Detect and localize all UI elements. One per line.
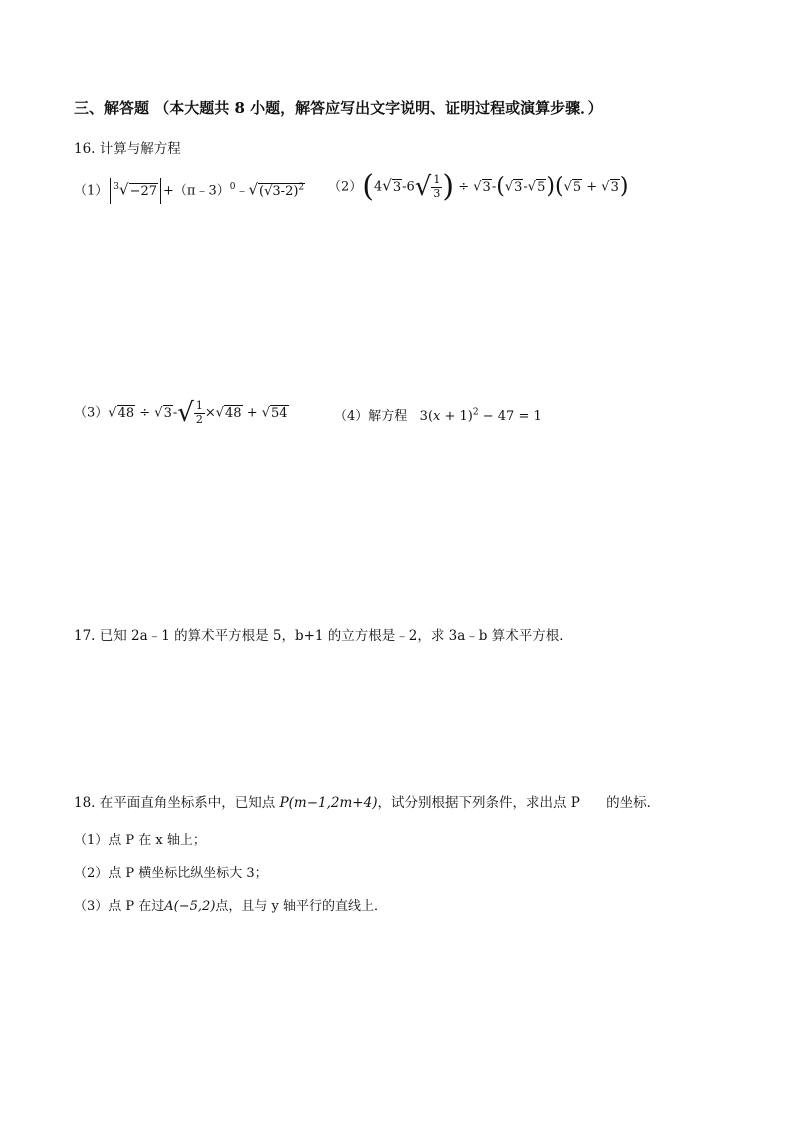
q18-c3-b: 点，且与 y 轴平行的直线上． (215, 899, 388, 914)
q18-point: P(m−1,2m+4) (279, 795, 378, 811)
question-18-stem (74, 791, 660, 811)
q16-part2: （2）(4√3-6√ $\frac{1}{3}$ ) ÷ √3-(√3-√5)(√5 + √3) (328, 169, 629, 204)
question-16-title: 16. 计算与解方程 (74, 141, 181, 157)
q18-stem-a: 18. 在平面直角坐标系中，已知点 (74, 795, 276, 811)
q18-condition-2: （2）点 P 横坐标比纵坐标大 3； (74, 866, 268, 881)
q16-part1-label: （1） (74, 183, 109, 199)
q18-c3-point: A(−5,2) (164, 899, 216, 914)
q18-condition-1: （1）点 P 在 x 轴上； (74, 833, 206, 848)
q18-condition-3 (74, 895, 387, 914)
abs-bar-right (160, 178, 161, 204)
q16-part1: （1） $^3√-27 +(\pi﹣3)^0﹣√(√3-2)^2$ (74, 178, 305, 204)
q16-part2-label: （2） (328, 179, 363, 195)
q18-stem-c: 的坐标． (606, 795, 661, 811)
q16-part3-label: （3） (74, 405, 109, 421)
question-17: 17. 已知 2a﹣1 的算术平方根是 5，b+1 的立方根是﹣2，求 3a﹣b 算术平方根． (74, 628, 573, 644)
q16-part3: （3）√48 ÷ √3-√ $\frac{1}{2}$ ×√48 + √54 (74, 398, 288, 428)
q18-stem-b: ，试分别根据下列条件，求出点 P (377, 795, 580, 811)
q16-part4-label: （4）解方程 (334, 409, 408, 424)
q16-part4: （4）解方程 $3(x + 1)^2 - 47 = 1$ (334, 407, 542, 424)
section-header: 三、解答题 （本大题共 8 小题，解答应写出文字说明、证明过程或演算步骤．） (74, 99, 603, 117)
abs-bar-left (110, 178, 111, 204)
q18-c3-a: （3）点 P 在过 (74, 899, 165, 914)
